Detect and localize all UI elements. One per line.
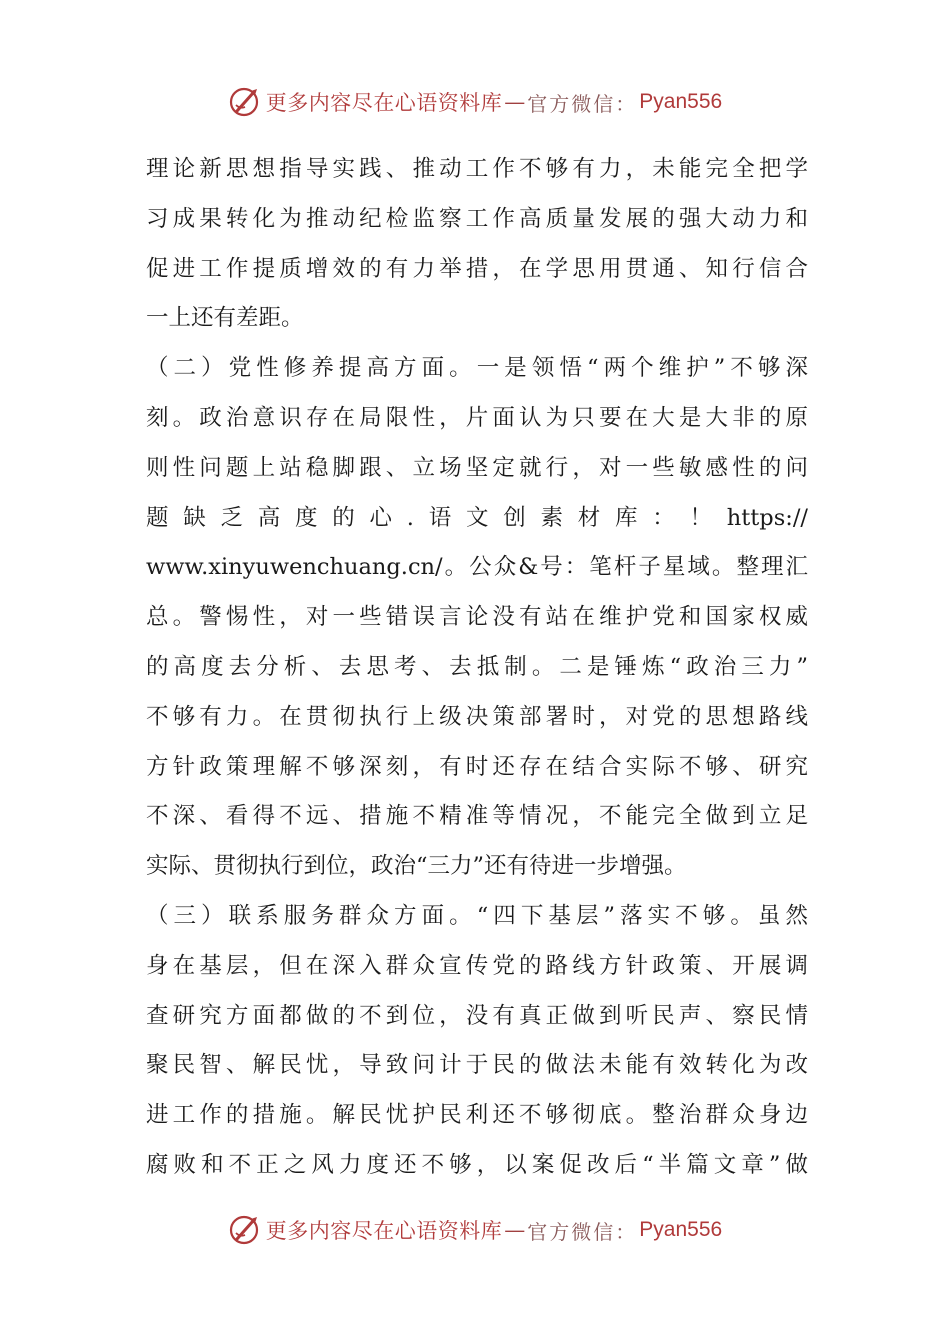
body-line: 题缺乏高度的心.语文创素材库：！https:// bbox=[146, 504, 808, 531]
document-body bbox=[146, 145, 808, 1191]
banner-wechat-id: Pyan556 bbox=[639, 90, 723, 113]
banner-dash: — bbox=[504, 1218, 526, 1242]
banner-dash: — bbox=[504, 90, 526, 114]
body-line: 不深、看得不远、措施不精准等情况，不能完全做到立足 bbox=[146, 803, 808, 830]
body-line: 刻。政治意识存在局限性，片面认为只要在大是大非的原 bbox=[146, 404, 808, 431]
body-line: 身在基层，但在深入群众宣传党的路线方针政策、开展调 bbox=[146, 952, 808, 979]
body-line: 进工作的措施。解民忧护民利还不够彻底。整治群众身边 bbox=[146, 1102, 808, 1129]
banner-brand-text: 更多内容尽在心语资料库 bbox=[265, 91, 503, 115]
banner-official-label: 官方微信： bbox=[527, 1219, 638, 1244]
banner-wechat-id: Pyan556 bbox=[639, 1218, 723, 1241]
body-line: 习成果转化为推动纪检监察工作高质量发展的强大动力和 bbox=[146, 205, 808, 232]
banner-brand-text: 更多内容尽在心语资料库 bbox=[265, 1219, 503, 1243]
header-banner bbox=[0, 82, 950, 122]
body-line: （三）联系服务群众方面。“四下基层”落实不够。虽然 bbox=[146, 902, 808, 929]
body-line: 聚民智、解民忧，导致问计于民的做法未能有效转化为改 bbox=[146, 1052, 808, 1079]
body-line: 不够有力。在贯彻执行上级决策部署时，对党的思想路线 bbox=[146, 703, 808, 730]
body-line: 总。警惕性，对一些错误言论没有站在维护党和国家权威 bbox=[146, 604, 808, 631]
body-line: 促进工作提质增效的有力举措，在学思用贯通、知行信合 bbox=[146, 255, 808, 282]
banner-official-label: 官方微信： bbox=[527, 91, 638, 116]
footer-banner bbox=[0, 1210, 950, 1250]
body-line: 查研究方面都做的不到位，没有真正做到听民声、察民情 bbox=[146, 1002, 808, 1029]
body-line: 一上还有差距。 bbox=[146, 305, 304, 332]
body-line: 则性问题上站稳脚跟、立场坚定就行，对一些敏感性的问 bbox=[146, 454, 808, 481]
body-line: 腐败和不正之风力度还不够，以案促改后“半篇文章”做 bbox=[146, 1151, 808, 1178]
body-line: www.xinyuwenchuang.cn/。公众&号：笔杆子星域。整理汇 bbox=[146, 554, 808, 581]
pen-seal-icon bbox=[228, 1213, 262, 1247]
pen-seal-icon bbox=[228, 85, 262, 119]
body-line: 实际、贯彻执行到位，政治“三力”还有待进一步增强。 bbox=[146, 853, 687, 880]
body-line: 的高度去分析、去思考、去抵制。二是锤炼“政治三力” bbox=[146, 653, 808, 680]
body-line: 方针政策理解不够深刻，有时还存在结合实际不够、研究 bbox=[146, 753, 808, 780]
body-line: 理论新思想指导实践、推动工作不够有力，未能完全把学 bbox=[146, 156, 808, 182]
body-line: （二）党性修养提高方面。一是领悟“两个维护”不够深 bbox=[146, 355, 808, 382]
